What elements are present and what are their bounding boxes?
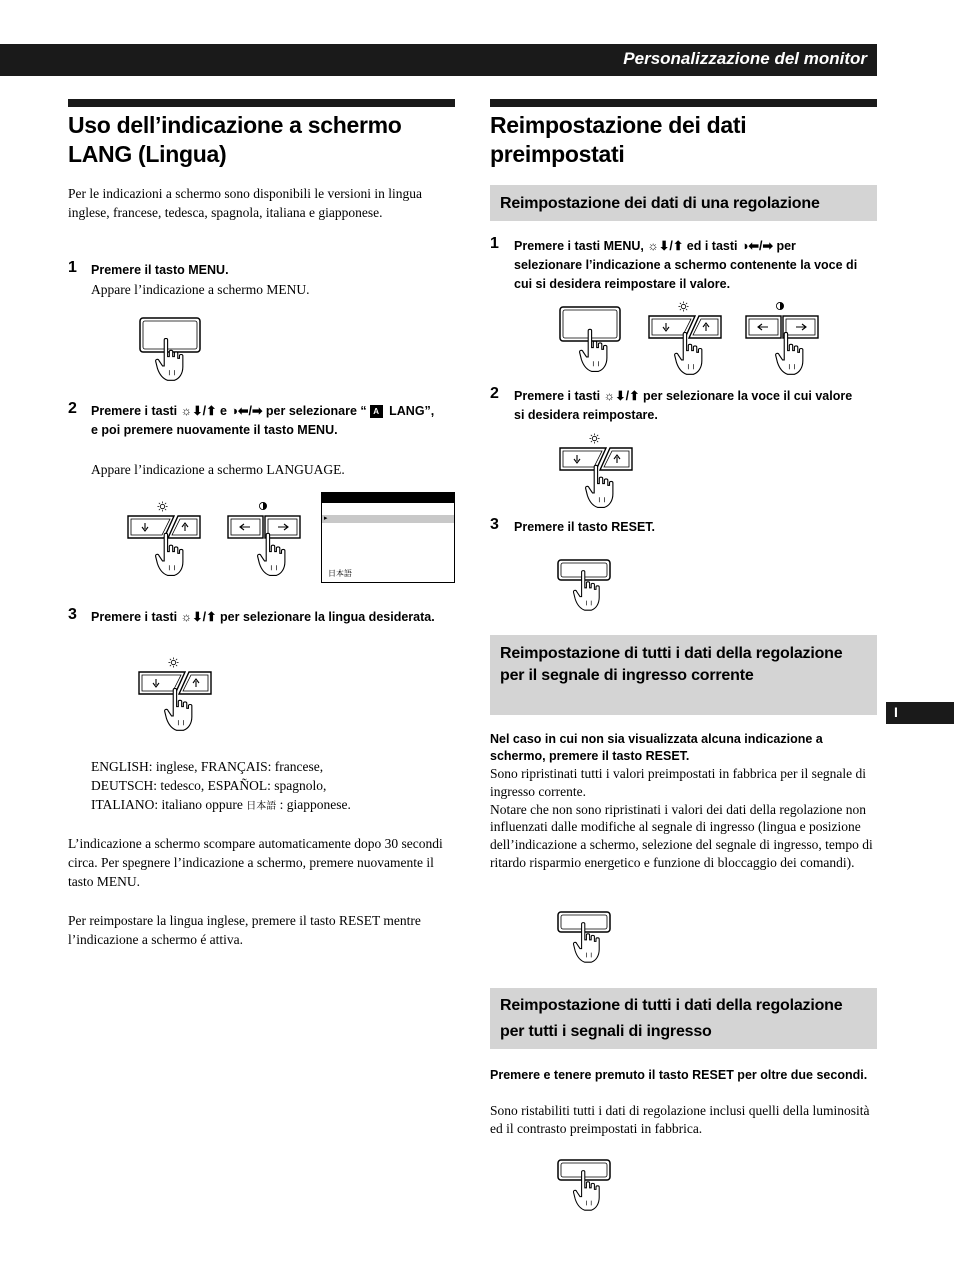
section-tab [886,702,954,724]
arrow-left-icon: ⬅ [238,404,249,418]
step-text: Premere il tasto RESET. [514,520,656,534]
osd-title-bar [322,493,454,503]
osd-language-screen [321,492,455,583]
step-text: Premere i tasti ☼⬇/⬆ per selezionare la voce il cui valore si desidera reimpostare. [514,389,853,422]
reset-button-illustration [556,910,616,966]
arrow-up-icon: ⬆ [206,610,217,624]
menu-button-illustration [558,304,624,376]
osd-cursor-icon: ▸ [324,514,328,522]
left-title-rule [68,99,455,107]
arrow-right-icon: ➡ [762,239,773,253]
arrow-down-icon: ⬇ [615,389,626,403]
arrow-down-icon: ⬇ [658,239,670,253]
step-number: 2 [68,400,77,417]
brightness-buttons-illustration [556,432,636,512]
subsection-title: Reimpostazione di tutti i dati della regolazione per il segnale di ingresso corrente [490,635,877,715]
step-text: Premere il tasto MENU. [91,263,229,277]
step-text: Premere i tasti ☼⬇/⬆ e ◑⬅/➡ per selezionare “ A LANG”, e poi premere nuovamente il tasto MENU. [91,404,435,437]
osd-selected-row [322,515,454,523]
step-text: Premere i tasti ☼⬇/⬆ per selezionare la lingua desiderata. [91,610,435,624]
arrow-up-icon: ⬆ [629,389,640,403]
lang-icon: A [370,405,383,418]
step-number: 3 [490,516,499,533]
reset-button-illustration [556,1158,616,1214]
step-subtext: Appare l’indicazione a schermo LANGUAGE. [91,462,345,477]
subsection-title: Reimpostazione dei dati di una regolazione [490,185,877,221]
step-text: Premere i tasti MENU, ☼⬇/⬆ ed i tasti ◑⬅/➡ per selezionare l’indicazione a schermo contenente la voce di cui si desidera reimpostare il valore. [514,239,858,291]
osd-japanese-label: 日本語 [328,569,352,578]
instruction-body: Sono ristabiliti tutti i dati di regolazione inclusi quelli della luminosità ed il contrasto preimpostati in fabbrica. [490,1103,870,1136]
arrow-up-icon: ⬆ [672,239,684,253]
right-title-rule [490,99,877,107]
menu-button-illustration [138,316,204,386]
step-number: 3 [68,606,77,623]
brightness-buttons-illustration [135,656,215,734]
right-section-title: Reimpostazione dei dati preimpostati [490,112,747,167]
arrow-left-icon: ⬅ [748,239,759,253]
reset-button-illustration [556,558,616,614]
auto-off-paragraph: L’indicazione a schermo scompare automaticamente dopo 30 secondi circa. Per spegnere l’indicazione a schermo, premere nuovamente il tasto MENU. [68,836,443,889]
arrow-right-icon: ➡ [251,404,263,418]
section-tab-label: I [894,704,898,720]
instruction-lead: Premere e tenere premuto il tasto RESET per oltre due secondi. [490,1068,868,1082]
subsection-title: Reimpostazione di tutti i dati della regolazione per tutti i segnali di ingresso [490,988,877,1049]
brightness-buttons-illustration [124,500,204,580]
arrow-up-icon: ⬆ [206,404,217,418]
instruction-body: Sono ripristinati tutti i valori preimpostati in fabbrica per il segnale di ingresso corrente. Notare che non sono ripristinati i valori dei dati della regolazione non influenzati dalle modifiche al segnale di ingresso (lingua e posizione dell’indicazione a schermo, selezione del segnale di ingresso, tempo di ritardo risparmio energetico e funzione di bloccaggio dei comandi). [490,766,873,870]
left-intro: Per le indicazioni a schermo sono disponibili le versioni in lingua inglese, francese, tedesca, spagnola, italiana e giapponese. [68,186,422,220]
step-number: 1 [68,259,77,276]
arrow-down-icon: ⬇ [192,404,203,418]
step-number: 2 [490,385,499,402]
left-section-title: Uso dell’indicazione a schermo LANG (Lingua) [68,112,402,167]
brightness-buttons-illustration [645,300,725,378]
header-bar [0,44,877,76]
step-number: 1 [490,235,499,252]
reset-language-paragraph: Per reimpostare la lingua inglese, premere il tasto RESET mentre l’indicazione a schermo é attiva. [68,913,421,947]
arrow-down-icon: ⬇ [192,610,203,624]
header-title: Personalizzazione del monitor [623,49,867,68]
instruction-lead: Nel caso in cui non sia visualizzata alcuna indicazione a schermo, premere il tasto RESET. [490,732,823,763]
step-subtext: Appare l’indicazione a schermo MENU. [91,282,310,297]
contrast-buttons-illustration [224,500,304,580]
language-list: ENGLISH: inglese, FRANÇAIS: francese, DEUTSCH: tedesco, ESPAÑOL: spagnolo, ITALIANO: italiano oppure 日本語 : giapponese. [91,759,351,812]
contrast-buttons-illustration [742,300,822,378]
